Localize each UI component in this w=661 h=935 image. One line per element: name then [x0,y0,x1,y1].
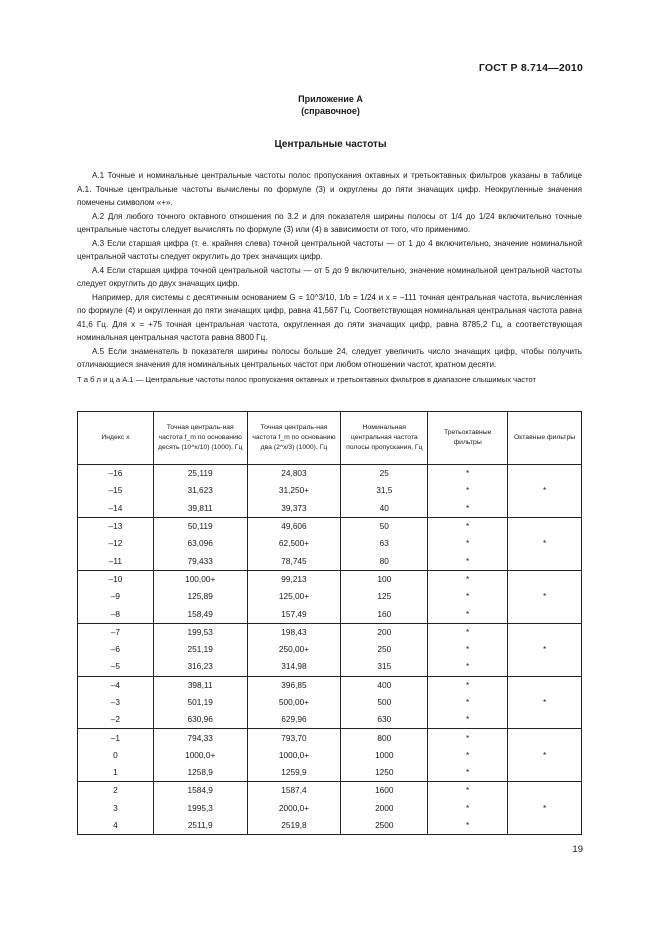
header-exact-base10: Точная централь-ная частота f_m по основанию десять (10^x/10) (1000), Гц [153,412,247,465]
cell-third-octave: * [428,570,508,588]
cell-exact-base10: 1584,9 [153,782,247,800]
cell-octave [508,711,582,729]
header-octave: Октавные фильтры [508,412,582,465]
cell-exact-base10: 2511,9 [153,817,247,835]
table-row [78,694,582,711]
annex-heading [0,93,661,117]
cell-exact-base10: 50,119 [153,517,247,535]
cell-nominal: 2500 [341,817,428,835]
table-header-row [78,412,582,465]
header-third-octave: Третьоктавные фильтры [428,412,508,465]
cell-third-octave: * [428,500,508,518]
cell-index: –9 [78,588,154,605]
cell-index: 1 [78,764,154,782]
cell-index: –7 [78,623,154,641]
cell-exact-base10: 398,11 [153,676,247,694]
cell-exact-base2: 1000,0+ [247,747,341,764]
cell-octave [508,517,582,535]
cell-exact-base2: 157,49 [247,605,341,623]
cell-exact-base2: 62,500+ [247,535,341,552]
header-nominal: Номинальная центральная частота полосы пропускания, Гц [341,412,428,465]
cell-octave [508,605,582,623]
cell-third-octave: * [428,517,508,535]
table-row [78,658,582,676]
cell-exact-base2: 31,250+ [247,482,341,499]
cell-third-octave: * [428,764,508,782]
cell-third-octave: * [428,800,508,817]
cell-exact-base2: 314,98 [247,658,341,676]
cell-index: –13 [78,517,154,535]
table-row [78,482,582,499]
cell-nominal: 1250 [341,764,428,782]
cell-exact-base2: 1587,4 [247,782,341,800]
cell-octave: * [508,694,582,711]
cell-exact-base2: 78,745 [247,552,341,570]
section-title: Центральные частоты [274,139,387,150]
table-row [78,641,582,658]
cell-nominal: 125 [341,588,428,605]
cell-exact-base2: 125,00+ [247,588,341,605]
cell-exact-base10: 1000,0+ [153,747,247,764]
cell-index: –3 [78,694,154,711]
cell-index: –11 [78,552,154,570]
cell-exact-base10: 1995,3 [153,800,247,817]
cell-index: 2 [78,782,154,800]
cell-exact-base2: 2519,8 [247,817,341,835]
cell-index: –2 [78,711,154,729]
cell-nominal: 1600 [341,782,428,800]
cell-exact-base2: 198,43 [247,623,341,641]
cell-exact-base2: 629,96 [247,711,341,729]
cell-exact-base2: 39,373 [247,500,341,518]
cell-nominal: 50 [341,517,428,535]
cell-index: 0 [78,747,154,764]
cell-exact-base10: 25,119 [153,465,247,483]
table-row [78,782,582,800]
table-row [78,605,582,623]
cell-nominal: 100 [341,570,428,588]
cell-third-octave: * [428,676,508,694]
cell-exact-base10: 794,33 [153,729,247,747]
cell-nominal: 25 [341,465,428,483]
cell-third-octave: * [428,817,508,835]
table-row [78,729,582,747]
cell-nominal: 40 [341,500,428,518]
cell-exact-base2: 396,85 [247,676,341,694]
cell-third-octave: * [428,658,508,676]
cell-exact-base10: 630,96 [153,711,247,729]
table-row [78,817,582,835]
cell-nominal: 80 [341,552,428,570]
cell-nominal: 1000 [341,747,428,764]
paragraph-a1: А.1 Точные и номинальные центральные частоты полос пропускания октавных и третьоктавных фильтров указаны в таблице А.1. Точные центральные частоты вычислены по формуле (3) и округлены до пяти значащих цифр. Неокругленные значения помечены символом «+». [77,171,582,207]
cell-octave: * [508,588,582,605]
cell-exact-base10: 158,49 [153,605,247,623]
cell-index: –16 [78,465,154,483]
cell-index: –5 [78,658,154,676]
cell-nominal: 250 [341,641,428,658]
table-row [78,747,582,764]
cell-exact-base10: 79,433 [153,552,247,570]
cell-third-octave: * [428,623,508,641]
cell-exact-base2: 1259,9 [247,764,341,782]
cell-octave [508,764,582,782]
cell-index: –14 [78,500,154,518]
cell-index: 4 [78,817,154,835]
cell-exact-base10: 316,23 [153,658,247,676]
annex-status: (справочное) [301,106,360,116]
cell-third-octave: * [428,782,508,800]
header-index: Индекс x [78,412,154,465]
annex-label: Приложение А [298,94,363,104]
cell-exact-base10: 31,623 [153,482,247,499]
header-exact-base2: Точная централь-ная частота f_m по основанию два (2^x/3) (1000), Гц [247,412,341,465]
table-row [78,535,582,552]
cell-octave [508,676,582,694]
cell-index: 3 [78,800,154,817]
cell-third-octave: * [428,747,508,764]
table-row [78,570,582,588]
cell-third-octave: * [428,552,508,570]
table-row [78,800,582,817]
cell-exact-base10: 100,00+ [153,570,247,588]
cell-octave: * [508,482,582,499]
cell-nominal: 31,5 [341,482,428,499]
cell-nominal: 200 [341,623,428,641]
table-row [78,764,582,782]
table-row [78,711,582,729]
cell-exact-base2: 49,606 [247,517,341,535]
cell-nominal: 63 [341,535,428,552]
frequency-table [77,411,582,835]
cell-index: –15 [78,482,154,499]
cell-third-octave: * [428,729,508,747]
cell-nominal: 315 [341,658,428,676]
cell-nominal: 2000 [341,800,428,817]
cell-exact-base2: 500,00+ [247,694,341,711]
table-row [78,552,582,570]
page-number: 19 [572,844,583,855]
cell-nominal: 630 [341,711,428,729]
table-row [78,517,582,535]
table-caption: Т а б л и ц а А.1 — Центральные частоты полос пропускания октавных и третьоктавных фильтров в диапазоне слышимых частот [77,375,537,384]
cell-octave: * [508,641,582,658]
cell-exact-base2: 250,00+ [247,641,341,658]
cell-octave [508,500,582,518]
cell-octave: * [508,800,582,817]
table-row [78,465,582,483]
cell-exact-base10: 1258,9 [153,764,247,782]
cell-octave: * [508,535,582,552]
cell-octave: * [508,747,582,764]
cell-exact-base10: 199,53 [153,623,247,641]
cell-exact-base10: 251,19 [153,641,247,658]
table-row [78,676,582,694]
table-row [78,500,582,518]
cell-nominal: 160 [341,605,428,623]
cell-octave [508,623,582,641]
cell-exact-base10: 501,19 [153,694,247,711]
cell-octave [508,465,582,483]
cell-exact-base10: 39,811 [153,500,247,518]
cell-third-octave: * [428,605,508,623]
cell-index: –4 [78,676,154,694]
cell-exact-base10: 125,89 [153,588,247,605]
cell-exact-base2: 99,213 [247,570,341,588]
cell-third-octave: * [428,641,508,658]
table-row [78,588,582,605]
cell-exact-base2: 793,70 [247,729,341,747]
cell-index: –1 [78,729,154,747]
cell-octave [508,570,582,588]
cell-third-octave: * [428,482,508,499]
cell-octave [508,729,582,747]
cell-exact-base2: 24,803 [247,465,341,483]
cell-index: –6 [78,641,154,658]
cell-nominal: 400 [341,676,428,694]
paragraph-a2: А.2 Для любого точного октавного отношения по 3.2 и для показателя ширины полосы от 1/4 до 1/24 включительно точные центральные частоты следует вычислять по формуле (3) или (4) в зависимости от того, что применимо. [77,211,582,234]
cell-octave [508,782,582,800]
cell-third-octave: * [428,694,508,711]
cell-nominal: 800 [341,729,428,747]
body-text [77,169,582,372]
cell-third-octave: * [428,711,508,729]
table-row [78,623,582,641]
cell-index: –12 [78,535,154,552]
paragraph-a5: А.5 Если знаменатель b показателя ширины полосы больше 24, следует увеличить число значащих цифр, чтобы получить отличающиеся значения для номинальных центральных частот при любом отношении частот, кратном десяти. [77,346,582,369]
cell-third-octave: * [428,535,508,552]
cell-octave [508,552,582,570]
paragraph-a4: А.4 Если старшая цифра точной центральной частоты — от 5 до 9 включительно, значение номинальной центральной частоты следует округлить до двух значащих цифр. [77,265,582,288]
paragraph-a3: А.3 Если старшая цифра (т. е. крайняя слева) точной центральной частоты — от 1 до 4 включительно, значение номинальной центральной частоты следует округлить до трех значащих цифр. [77,238,582,261]
cell-index: –10 [78,570,154,588]
cell-third-octave: * [428,588,508,605]
cell-third-octave: * [428,465,508,483]
cell-octave [508,658,582,676]
cell-index: –8 [78,605,154,623]
cell-octave [508,817,582,835]
standard-designation: ГОСТ Р 8.714—2010 [478,62,583,74]
cell-nominal: 500 [341,694,428,711]
cell-exact-base2: 2000,0+ [247,800,341,817]
paragraph-example: Например, для системы с десятичным основанием G = 10^3/10, 1/b = 1/24 и x = –111 точная центральная частота, вычисленная по формуле (4) и округленная до пяти значащих цифр, равна 41,567 Гц. Соответствующая номинальная центральная частота равна 41,6 Гц. Для x = +75 точная центральная частота, округленная до пяти значащих цифр, равна 8785,2 Гц, а соответствующая номинальная центральная частота равна 8800 Гц. [77,292,582,342]
cell-exact-base10: 63,096 [153,535,247,552]
